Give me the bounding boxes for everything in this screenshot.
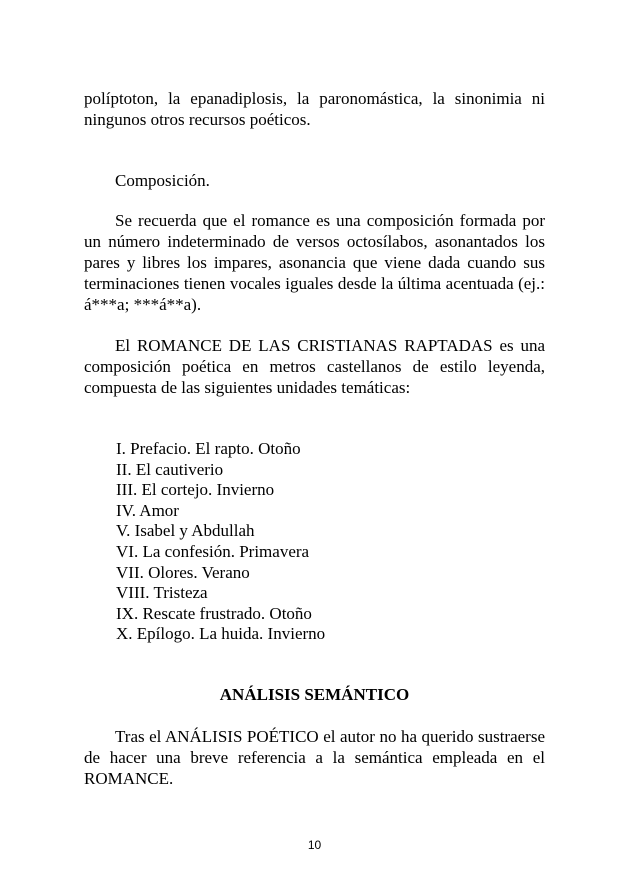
- thematic-units-list: [116, 439, 325, 645]
- list-item: X. Epílogo. La huida. Invierno: [116, 624, 326, 644]
- intro-paragraph: políptoton, la epanadiplosis, la paronomástica, la sinonimia ni ningunos otros recursos poéticos.: [84, 89, 545, 129]
- romance-paragraph: El ROMANCE DE LAS CRISTIANAS RAPTADAS es una composición poética en metros castellanos de estilo leyenda, compuesta de las siguientes unidades temáticas:: [84, 336, 545, 397]
- list-item: VI. La confesión. Primavera: [116, 541, 310, 561]
- list-item: VIII. Tristeza: [116, 583, 208, 603]
- composition-paragraph: Se recuerda que el romance es una composición formada por un número indeterminado de versos octosílabos, asonantados los pares y libres los impares, asonancia que viene dada cuando sus terminaciones tienen vocales iguales desde la última acentuada (ej.: á***a; ***á**a).: [84, 211, 545, 314]
- list-item: II. El cautiverio: [116, 459, 224, 479]
- list-item: IX. Rescate frustrado. Otoño: [116, 603, 312, 623]
- section-title: ANÁLISIS SEMÁNTICO: [219, 685, 410, 704]
- semantic-paragraph: Tras el ANÁLISIS POÉTICO el autor no ha querido sustraerse de hacer una breve referencia a la semántica empleada en el ROMANCE.: [84, 727, 545, 788]
- list-item: III. El cortejo. Invierno: [116, 480, 275, 500]
- list-item: V. Isabel y Abdullah: [116, 521, 255, 541]
- list-item: IV. Amor: [116, 500, 179, 520]
- page-number: 10: [307, 838, 322, 852]
- list-item: I. Prefacio. El rapto. Otoño: [116, 439, 301, 458]
- list-item: VII. Olores. Verano: [116, 562, 250, 582]
- composition-heading: Composición.: [115, 171, 210, 190]
